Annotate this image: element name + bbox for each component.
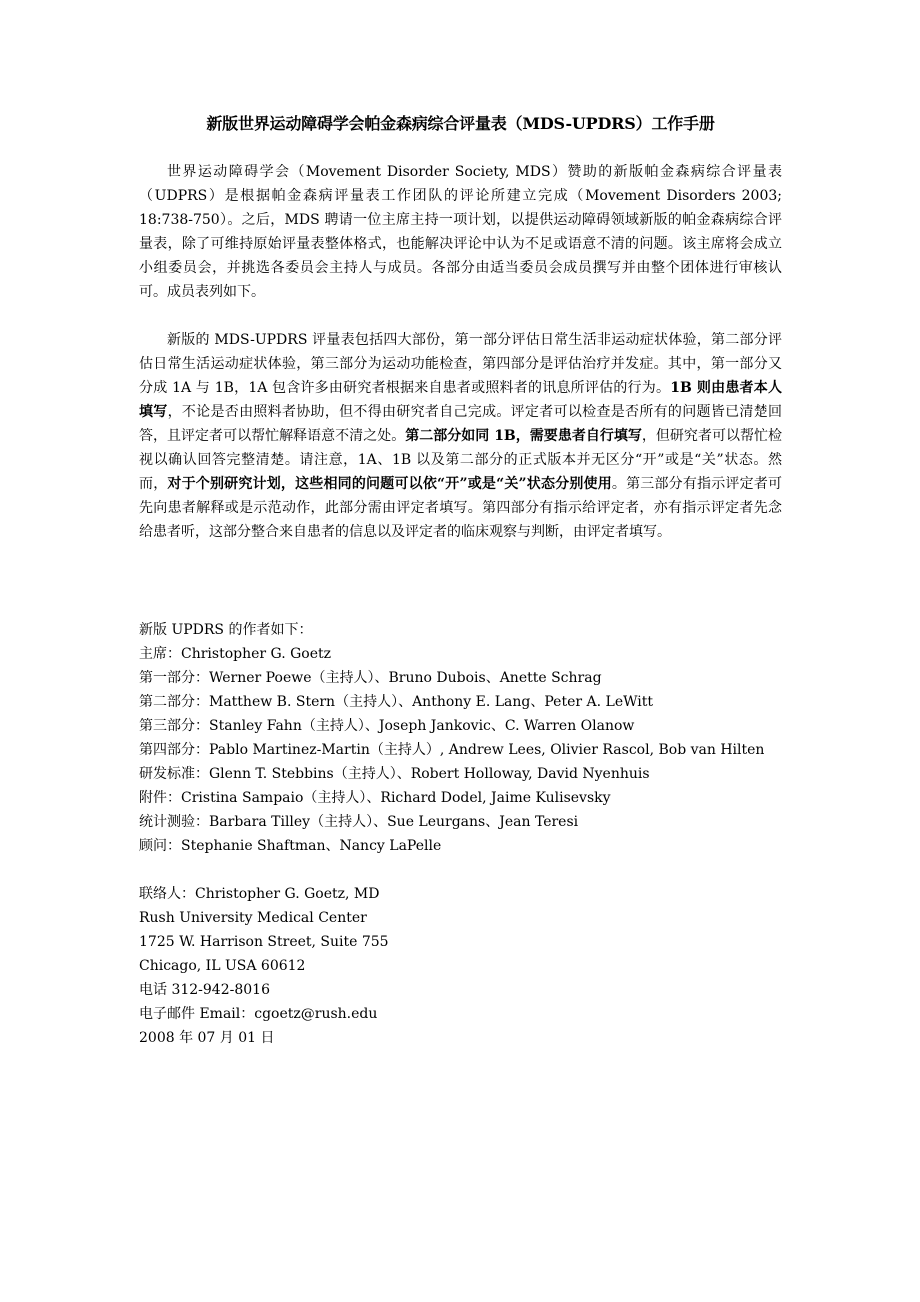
bold-emphasis: 第二部分如同 1B，需要患者自行填写 xyxy=(405,428,642,444)
contact-person: 联络人：Christopher G. Goetz, MD xyxy=(139,886,380,902)
contact-phone: 电话 312-942-8016 xyxy=(139,982,270,998)
paragraph-text: 新版的 MDS-UPDRS 评量表包括四大部份，第一部分评估日常生活非运动症状体验，第二部分评估日常生活运动症状体验，第三部分为运动功能检查，第四部分是评估治疗并发症。其中，第一部分又分成 1A 与 1B，1A 包含许多由研究者根据来自患者或照料者的讯息所评估的行为。 xyxy=(139,332,782,396)
author-line-appendix: 附件：Cristina Sampaio（主持人）、Richard Dodel, Jaime Kulisevsky xyxy=(139,790,611,806)
intro-paragraph: 世界运动障碍学会（Movement Disorder Society, MDS）赞助的新版帕金森病综合评量表（UDPRS）是根据帕金森病评量表工作团队的评论所建立完成（Movement Disorders 2003; 18:738-750）。之后，MDS 聘请一位主席主持一项计划，以提供运动障碍领域新版的帕金森病综合评量表，除了可维持原始评量表整体格式，也能解决评论中认为不足或语意不清的问题。该主席将会成立小组委员会，并挑选各委员会主持人与成员。各部分由适当委员会成员撰写并由整个团体进行审核认可。成员表列如下。 xyxy=(139,164,782,300)
bold-emphasis: 对于个别研究计划，这些相同的问题可以依“开”或是“关”状态分别使用 xyxy=(167,476,612,492)
paragraph-text: ，不论是否由照料者协助，但不得由研究者自己完成。评定者可以检查是否所有的问题皆已清楚回答，且评定者可以帮忙解释语意不清之处。 xyxy=(139,404,783,444)
authors-heading: 新版 UPDRS 的作者如下： xyxy=(139,622,313,638)
author-line-standards: 研发标准：Glenn T. Stebbins（主持人）、Robert Holloway, David Nyenhuis xyxy=(139,766,650,782)
contact-institution: Rush University Medical Center xyxy=(139,910,367,926)
contact-block xyxy=(139,882,782,1050)
structure-paragraph xyxy=(139,328,782,544)
contact-city: Chicago, IL USA 60612 xyxy=(139,958,306,974)
paragraph-text: 。第三部分有指示评定者可先向患者解释或是示范动作，此部分需由评定者填写。第四部分有指示给评定者，亦有指示评定者先念给患者听，这部分整合来自患者的信息以及评定者的临床观察与判断，由评定者填写。 xyxy=(139,476,783,540)
author-line-part1: 第一部分：Werner Poewe（主持人）、Bruno Dubois、Anette Schrag xyxy=(139,670,602,686)
author-line-chair: 主席：Christopher G. Goetz xyxy=(139,646,332,662)
bold-emphasis: 1B 则由患者本人填写 xyxy=(139,380,782,420)
contact-email: 电子邮件 Email：cgoetz@rush.edu xyxy=(139,1006,378,1022)
author-line-part4: 第四部分：Pablo Martinez-Martin（主持人）, Andrew Lees, Olivier Rascol, Bob van Hilten xyxy=(139,742,765,758)
author-line-advisors: 顾问：Stephanie Shaftman、Nancy LaPelle xyxy=(139,838,442,854)
authors-list xyxy=(139,618,782,858)
document-title: 新版世界运动障碍学会帕金森病综合评量表（MDS-UPDRS）工作手册 xyxy=(206,114,715,133)
author-line-statistics: 统计测验：Barbara Tilley（主持人）、Sue Leurgans、Jean Teresi xyxy=(139,814,579,830)
author-line-part2: 第二部分：Matthew B. Stern（主持人）、Anthony E. Lang、Peter A. LeWitt xyxy=(139,694,653,710)
contact-street: 1725 W. Harrison Street, Suite 755 xyxy=(139,934,389,950)
author-line-part3: 第三部分：Stanley Fahn（主持人）、Joseph Jankovic、C. Warren Olanow xyxy=(139,718,635,734)
document-date: 2008 年 07 月 01 日 xyxy=(139,1030,275,1046)
paragraph-text: ，但研究者可以帮忙检视以确认回答完整清楚。请注意，1A、1B 以及第二部分的正式版本并无区分“开”或是“关”状态。然而， xyxy=(139,428,782,492)
